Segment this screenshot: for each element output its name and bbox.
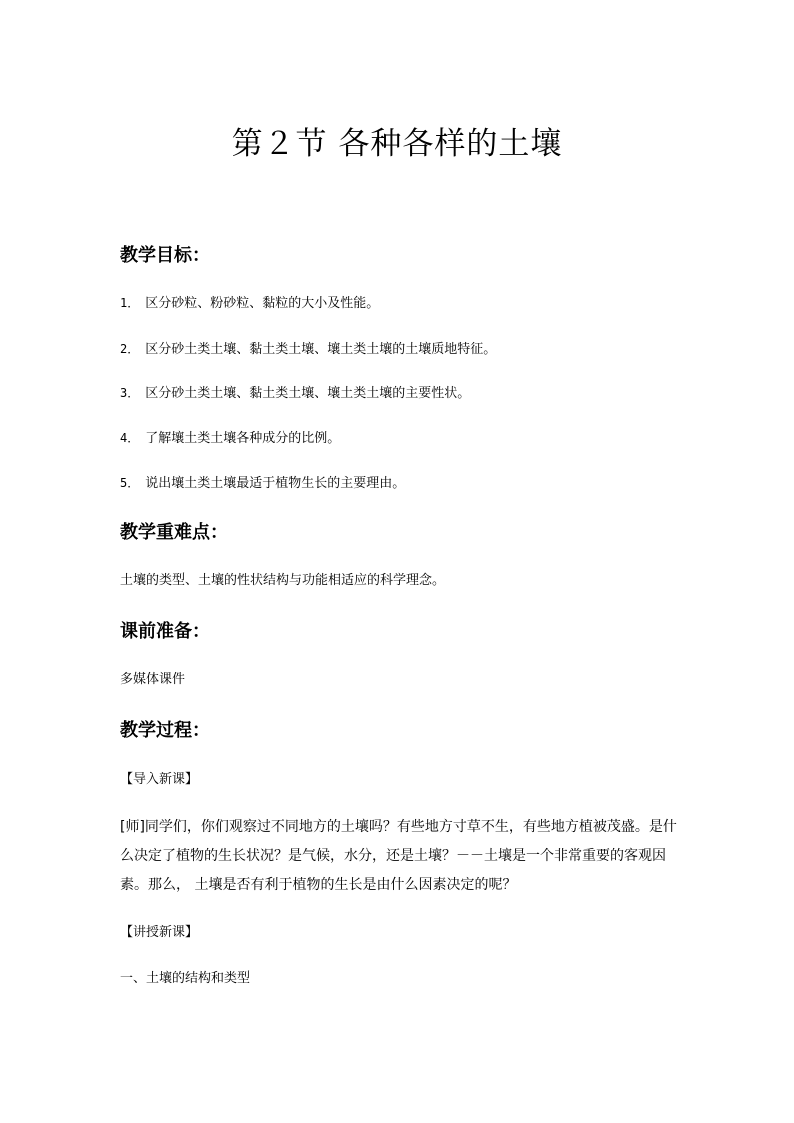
objective-item-2	[120, 339, 496, 360]
objective-number: 5．	[120, 476, 140, 490]
objective-text: 区分砂土类土壤、黏土类土壤、壤土类土壤的主要性状。	[145, 386, 471, 401]
objective-item-5	[120, 473, 405, 494]
intro-tag: 【导入新课】	[120, 772, 199, 787]
section-heading-1: 一、土壤的结构和类型	[120, 971, 251, 986]
objective-number: 2．	[120, 342, 140, 356]
objective-number: 3．	[120, 386, 140, 400]
keypoints-heading: 教学重难点：	[120, 522, 228, 543]
objective-item-3	[120, 383, 470, 404]
keypoints-text: 土壤的类型、土壤的性状结构与功能相适应的科学理念。	[120, 573, 446, 588]
lecture-tag: 【讲授新课】	[120, 925, 199, 940]
objectives-heading: 教学目标：	[120, 245, 210, 266]
objective-number: 4．	[120, 431, 140, 445]
intro-paragraph: [师]同学们，你们观察过不同地方的土壤吗？有些地方寸草不生，有些地方植被茂盛。是什么决定了植物的生长状况？是气候，水分，还是土壤？－－土壤是一个非常重要的客观因素。那么， 土壤是否有利于植物的生长是由什么因素决定的呢？	[120, 819, 677, 893]
objective-item-1	[120, 293, 379, 314]
objective-number: 1．	[120, 296, 140, 310]
objective-text: 区分砂土类土壤、黏土类土壤、壤土类土壤的土壤质地特征。	[145, 342, 497, 357]
objective-text: 区分砂粒、粉砂粒、黏粒的大小及性能。	[145, 296, 380, 311]
objective-item-4	[120, 428, 340, 449]
objective-text: 了解壤土类土壤各种成分的比例。	[145, 431, 341, 446]
prep-heading: 课前准备：	[120, 621, 210, 642]
document-title: 第２节 各种各样的土壤	[231, 126, 563, 162]
prep-text: 多媒体课件	[120, 672, 186, 687]
objective-text: 说出壤土类土壤最适于植物生长的主要理由。	[145, 476, 406, 491]
process-heading: 教学过程：	[120, 720, 210, 741]
